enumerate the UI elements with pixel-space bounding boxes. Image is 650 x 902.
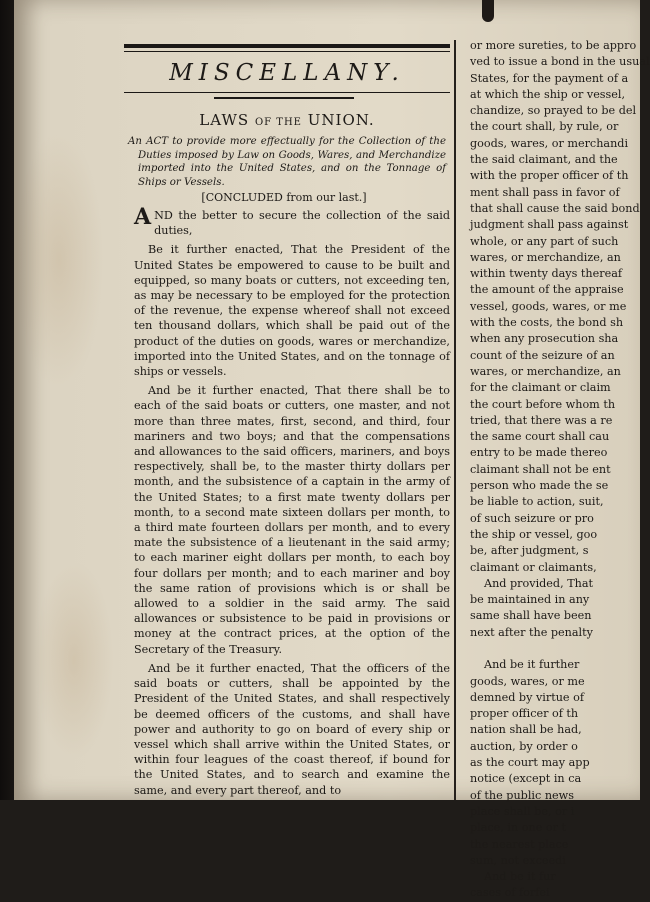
column-line: auction, by order o [470,739,578,753]
column-line: demned by virtue of [470,690,584,704]
paragraph-text: ND the better to secure the collection of the said duties, [154,209,450,238]
column-line: States, for the payment of a [470,71,629,85]
right-column [458,38,650,900]
column-line: place, in one or t [470,821,567,835]
article-paragraph: Be it further enacted, That the President of the United States be empowered to cause to be built and equipped, so many boats or cutters, not exceeding ten, as may be necessary to be employed for the protection of the revenue, the expense whereof shall not exceed ten thousand dollars, which shall be paid out of the product of the duties on goods, wares or merchandize, imported into the United States, and on the tonnage of ships or vessels. [134,243,450,379]
column-line: or more sureties, to be appro [470,39,637,52]
column-line: And be it fur [484,870,556,884]
article-paragraph [134,204,450,238]
column-line: the amount of the appraise [470,283,624,297]
column-line: be liable to action, suit, [470,495,604,509]
masthead-rule-top [124,44,450,48]
column-line: same shall have been [470,609,592,623]
heading-word-laws: LAWS [199,111,250,129]
column-line [458,641,640,657]
column-line: goods, wares, or merchandi [470,136,629,150]
article-paragraph: And be it further enacted, That the officers of the said boats or cutters, shall be appointed by the President of the United States, and shall respectively be deemed officers of the customs, and shall have power and authority to go on board of every ship or vessel which shall arrive within the United States, or within four leagues of the coast thereof, if bound for the United States, and to search and examine the same, and every part thereof, and to [134,661,450,797]
column-line: of the public news [470,788,574,802]
column-line: the ship or vessel, goo [470,527,598,541]
column-line: with the costs, the bond sh [470,316,624,330]
column-line: claimant or claimants, [470,560,597,574]
column-line: place shall be, or i [470,804,575,818]
column-line: be maintained in any [470,593,590,607]
section-divider [214,97,354,99]
column-line: tried, that there was a re [470,413,613,427]
article-paragraph: And be it further enacted, That there shall be to each of the said boats or cutters, one master, and not more than three mates, first, second, and third, four mariners and two boys; and that the compensations and allowances to the said officers, mariners, and boys respectively, shall be, to the master thirty dollars per month, and the subsistence of a captain in the army of the United States; to a first mate twenty dollars per month, to a second mate sixteen dollars per month, to a third mate fourteen dollars per month, and to every mate the subsistence of a lieutenant in the said army; to each mariner eight dollars per month, to each boy four dollars per month; and to each mariner and boy the same ration of provisions which is or shall be allowed to a soldier in the said army. The said allowances or subsistence to be paid in provisions or money at the contract prices, at the option of the Secretary of the Treasury. [134,384,450,656]
masthead-rule-thin [124,51,450,52]
column-line: the nearest place [470,837,569,851]
column-line: wares, or merchandize, an [470,250,621,264]
column-rule [454,40,456,800]
column-line: And provided, That [484,576,594,590]
column-line: for the claimant or claim [470,381,611,395]
column-line: ved to issue a bond in the usual [470,55,650,69]
column-line: vessel, goods, wares, or me [470,299,627,313]
column-line: person who made the se [470,479,609,493]
column-line: judgment shall pass against [470,218,629,232]
left-column [118,38,450,800]
column-line: sum, not exceedi [470,853,566,867]
column-line: as the court may app [470,756,590,770]
column-line: at which the ship or vessel, [470,87,626,101]
column-line: claimant shall not be ent [470,462,611,476]
drop-cap: A [134,204,152,230]
column-line: entry to be made thereo [470,446,608,460]
column-line: count of the seizure of an [470,348,615,362]
column-line: be, after judgment, s [470,544,589,558]
concluded-note: [CONCLUDED from our last.] [201,191,367,204]
column-line: And be it further [484,658,580,672]
paper-stain [14,130,104,390]
column-line: the same court shall cau [470,430,610,444]
column-line: notice (except in ca [470,772,582,786]
column-line: whole, or any part of such [470,234,619,248]
column-line: chandize, so prayed to be del [470,104,637,118]
column-line: the court before whom th [470,397,616,411]
column-line: when any prosecution sha [470,332,619,346]
heading-word-union: UNION. [307,111,375,129]
section-heading [124,111,450,129]
column-line: that shall cause the said bond [470,201,640,215]
ink-mark [482,0,494,22]
masthead-rule-bottom [124,92,450,93]
act-title: An ACT to provide more effectually for the Collection of the Duties imposed by Law on Goods, Wares, and Merchandize imported into the United States, and on the Tonnage of Ships or Vessels. [128,136,446,188]
column-line: the said claimant, and the [470,153,618,167]
masthead-title: MISCELLANY. [169,60,405,86]
column-line: with the proper officer of th [470,169,629,183]
column-line: cases of forfei [470,886,550,900]
column-line: ment shall pass in favor of [470,185,620,199]
column-line: the court shall, by rule, or [470,120,619,134]
paper-stain [34,560,114,760]
column-line: goods, wares, or me [470,674,585,688]
column-line: wares, or merchandize, an [470,364,621,378]
column-line: proper officer of th [470,707,579,721]
column-line: nation shall be had, [470,723,582,737]
column-line: next after the penalty [470,625,593,639]
heading-word-of-the: OF THE [254,117,302,128]
column-line: within twenty days thereaf [470,267,623,281]
column-line: of such seizure or pro [470,511,594,525]
